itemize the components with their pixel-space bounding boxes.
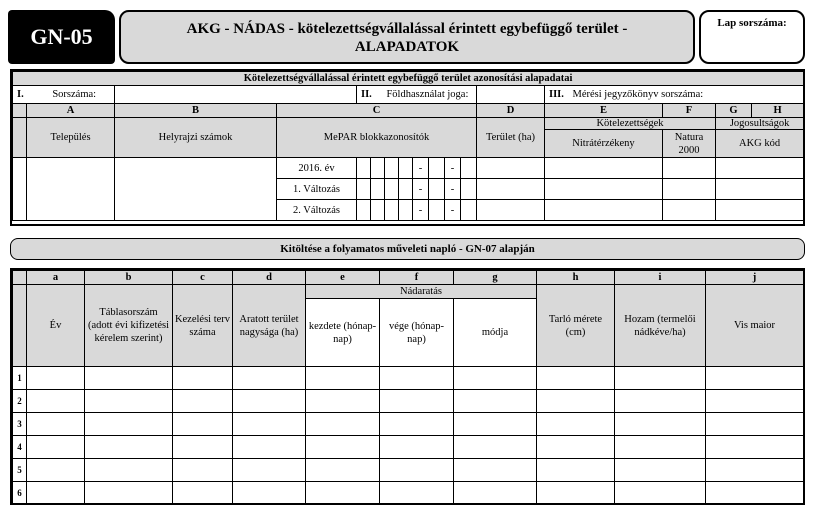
data-cell[interactable]: [27, 413, 85, 436]
col-f-header: vége (hónap- nap): [380, 299, 454, 367]
col-b-header: Táblasorszám (adott évi kifizetési kérelem szerint): [85, 285, 173, 367]
row-III-label: [545, 86, 804, 104]
data-cell[interactable]: [306, 436, 380, 459]
data-cell[interactable]: [173, 367, 233, 390]
data-cell[interactable]: [173, 482, 233, 505]
col-B-header: Helyrajzi számok: [115, 118, 277, 158]
form-title-line2: ALAPADATOK: [354, 39, 460, 55]
col-GH-header: AKG kód: [716, 130, 804, 158]
data-cell[interactable]: [454, 459, 537, 482]
data-cell[interactable]: [454, 413, 537, 436]
data-cell[interactable]: [537, 390, 615, 413]
section1-frame: [10, 69, 805, 226]
data-cell[interactable]: [306, 367, 380, 390]
data-cell[interactable]: [85, 390, 173, 413]
cell-terulet[interactable]: [477, 200, 545, 221]
data-cell[interactable]: [27, 482, 85, 505]
row-number: 4: [13, 436, 27, 459]
cell-akg[interactable]: [716, 200, 804, 221]
cell-nitrat[interactable]: [545, 158, 663, 179]
data-cell[interactable]: [380, 459, 454, 482]
data-cell[interactable]: [615, 482, 706, 505]
table-row: [13, 367, 804, 390]
data-cell[interactable]: [706, 367, 804, 390]
data-cell[interactable]: [306, 459, 380, 482]
col-letter-H: H: [752, 104, 804, 118]
mepar-char[interactable]: [357, 158, 371, 179]
col-letter-b: b: [85, 271, 173, 285]
col-letter-a: a: [27, 271, 85, 285]
header-spacer: [13, 118, 27, 158]
row-II-value[interactable]: [477, 86, 545, 104]
data-cell[interactable]: [615, 390, 706, 413]
col-C-header: MePAR blokkazonosítók: [277, 118, 477, 158]
group-kotelezettsegek: Kötelezettségek: [545, 118, 716, 130]
data-cell[interactable]: [537, 482, 615, 505]
data-cell[interactable]: [380, 413, 454, 436]
mepar-char[interactable]: [357, 179, 371, 200]
data-cell[interactable]: [233, 436, 306, 459]
section1-table: [12, 71, 804, 221]
table-row: [13, 413, 804, 436]
col-letter-A: A: [27, 104, 115, 118]
cell-natura[interactable]: [663, 158, 716, 179]
row-II-text: Földhasználat joga:: [386, 89, 469, 100]
data-cell[interactable]: [306, 482, 380, 505]
row-II-label: [357, 86, 477, 104]
mepar-dash: -: [413, 200, 429, 221]
col-letter-c: c: [173, 271, 233, 285]
row-II-num: II.: [361, 89, 372, 100]
page-number-label: Lap sorszáma:: [717, 17, 787, 29]
data-cell[interactable]: [615, 413, 706, 436]
cell-terulet[interactable]: [477, 158, 545, 179]
row-number: 2: [13, 390, 27, 413]
cell-nitrat[interactable]: [545, 200, 663, 221]
data-cell[interactable]: [454, 390, 537, 413]
col-g-header: módja: [454, 299, 537, 367]
corner-cell: [13, 104, 27, 118]
data-cell[interactable]: [27, 367, 85, 390]
data-cell[interactable]: [380, 367, 454, 390]
mepar-char[interactable]: [371, 179, 385, 200]
col-letter-C: C: [277, 104, 477, 118]
data-cell[interactable]: [233, 482, 306, 505]
mepar-char[interactable]: [371, 200, 385, 221]
col-E-header: Nitrátérzékeny: [545, 130, 663, 158]
data-cell[interactable]: [380, 436, 454, 459]
col-F-header: Natura 2000: [663, 130, 716, 158]
col-c-header: Kezelési terv száma: [173, 285, 233, 367]
data-cell[interactable]: [233, 367, 306, 390]
section2-frame: [10, 268, 805, 505]
mepar-dash: -: [413, 179, 429, 200]
col-letter-j: j: [706, 271, 804, 285]
data-cell[interactable]: [615, 367, 706, 390]
col-letter-G: G: [716, 104, 752, 118]
row-III-text: Mérési jegyzőkönyv sorszáma:: [572, 89, 704, 100]
corner-cell: [13, 271, 27, 285]
row-I-num: I.: [17, 89, 24, 100]
cell-nitrat[interactable]: [545, 179, 663, 200]
mepar-dash: -: [413, 158, 429, 179]
col-D-header: Terület (ha): [477, 118, 545, 158]
data-cell[interactable]: [233, 459, 306, 482]
col-letter-d: d: [233, 271, 306, 285]
section2-title: Kitöltése a folyamatos műveleti napló - GN-07 alapján: [10, 238, 805, 260]
form-title-line1: AKG - NÁDAS - kötelezettségvállalással érintett egybefüggő terület -: [186, 21, 628, 37]
col-h-header: Tarló mérete (cm): [537, 285, 615, 367]
col-A-header: Település: [27, 118, 115, 158]
data-cell[interactable]: [380, 482, 454, 505]
row-label-valtozas2: 2. Változás: [277, 200, 357, 221]
row-number: 5: [13, 459, 27, 482]
mepar-dash: -: [445, 179, 461, 200]
data-cell[interactable]: [85, 459, 173, 482]
data-cell[interactable]: [706, 436, 804, 459]
section2-table: [12, 270, 804, 505]
data-cell[interactable]: [615, 436, 706, 459]
data-cell[interactable]: [173, 436, 233, 459]
mepar-char[interactable]: [399, 158, 413, 179]
row-I-text: Sorszáma:: [52, 89, 97, 100]
col-letter-F: F: [663, 104, 716, 118]
row-I-value[interactable]: [115, 86, 357, 104]
cell-telepules[interactable]: [27, 158, 115, 221]
mepar-char[interactable]: [385, 179, 399, 200]
col-letter-D: D: [477, 104, 545, 118]
table-row: [13, 436, 804, 459]
row-III-num: III.: [549, 89, 564, 100]
table-row: [13, 459, 804, 482]
mepar-char[interactable]: [429, 158, 445, 179]
data-cell[interactable]: [706, 413, 804, 436]
data-cell[interactable]: [27, 390, 85, 413]
mepar-char[interactable]: [461, 200, 477, 221]
data-cell[interactable]: [380, 390, 454, 413]
data-cell[interactable]: [173, 459, 233, 482]
data-cell[interactable]: [537, 459, 615, 482]
mepar-char[interactable]: [461, 158, 477, 179]
header-spacer: [13, 285, 27, 367]
mepar-char[interactable]: [371, 158, 385, 179]
data-cell[interactable]: [706, 482, 804, 505]
col-d-header: Aratott terület nagysága (ha): [233, 285, 306, 367]
mepar-char[interactable]: [357, 200, 371, 221]
data-cell[interactable]: [454, 482, 537, 505]
row-label-2016: 2016. év: [277, 158, 357, 179]
col-letter-g: g: [454, 271, 537, 285]
cell-natura[interactable]: [663, 200, 716, 221]
col-i-header: Hozam (termelői nádkéve/ha): [615, 285, 706, 367]
table-row: [13, 482, 804, 505]
mepar-char[interactable]: [429, 179, 445, 200]
mepar-char[interactable]: [399, 179, 413, 200]
cell-helyrajzi[interactable]: [115, 158, 277, 221]
data-cell[interactable]: [85, 436, 173, 459]
col-j-header: Vis maior: [706, 285, 804, 367]
cell-natura[interactable]: [663, 179, 716, 200]
cell-terulet[interactable]: [477, 179, 545, 200]
mepar-char[interactable]: [399, 200, 413, 221]
mepar-dash: -: [445, 158, 461, 179]
group-jogosultsagok: Jogosultságok: [716, 118, 804, 130]
data-cell[interactable]: [537, 413, 615, 436]
data-cell[interactable]: [27, 459, 85, 482]
mepar-dash: -: [445, 200, 461, 221]
data-cell[interactable]: [615, 459, 706, 482]
table-row: [13, 158, 804, 179]
form-code-badge: GN-05: [8, 10, 115, 64]
mepar-char[interactable]: [385, 200, 399, 221]
table-row: [13, 390, 804, 413]
col-letter-B: B: [115, 104, 277, 118]
row-label-valtozas1: 1. Változás: [277, 179, 357, 200]
cell-akg[interactable]: [716, 158, 804, 179]
row-number: 1: [13, 367, 27, 390]
col-letter-f: f: [380, 271, 454, 285]
data-cell[interactable]: [537, 367, 615, 390]
data-cell[interactable]: [706, 390, 804, 413]
data-cell[interactable]: [233, 413, 306, 436]
row-number: 3: [13, 413, 27, 436]
col-letter-E: E: [545, 104, 663, 118]
data-cell[interactable]: [537, 436, 615, 459]
data-cell[interactable]: [454, 436, 537, 459]
form-title-box: [119, 10, 695, 64]
mepar-char[interactable]: [429, 200, 445, 221]
data-cell[interactable]: [85, 482, 173, 505]
data-cell[interactable]: [306, 390, 380, 413]
mepar-char[interactable]: [461, 179, 477, 200]
col-e-header: kezdete (hónap-nap): [306, 299, 380, 367]
row-spacer: [13, 158, 27, 221]
col-letter-i: i: [615, 271, 706, 285]
col-a-header: Év: [27, 285, 85, 367]
data-cell[interactable]: [27, 436, 85, 459]
row-I-label: [13, 86, 115, 104]
mepar-char[interactable]: [385, 158, 399, 179]
data-cell[interactable]: [454, 367, 537, 390]
data-cell[interactable]: [233, 390, 306, 413]
data-cell[interactable]: [706, 459, 804, 482]
group-nadaratas: Nádaratás: [306, 285, 537, 299]
data-cell[interactable]: [306, 413, 380, 436]
data-cell[interactable]: [85, 367, 173, 390]
page-number-box[interactable]: [699, 10, 805, 64]
data-cell[interactable]: [173, 390, 233, 413]
col-letter-e: e: [306, 271, 380, 285]
section1-title: Kötelezettségvállalással érintett egybefüggő terület azonosítási alapadatai: [13, 72, 804, 86]
data-cell[interactable]: [173, 413, 233, 436]
col-letter-h: h: [537, 271, 615, 285]
data-cell[interactable]: [85, 413, 173, 436]
row-number: 6: [13, 482, 27, 505]
cell-akg[interactable]: [716, 179, 804, 200]
